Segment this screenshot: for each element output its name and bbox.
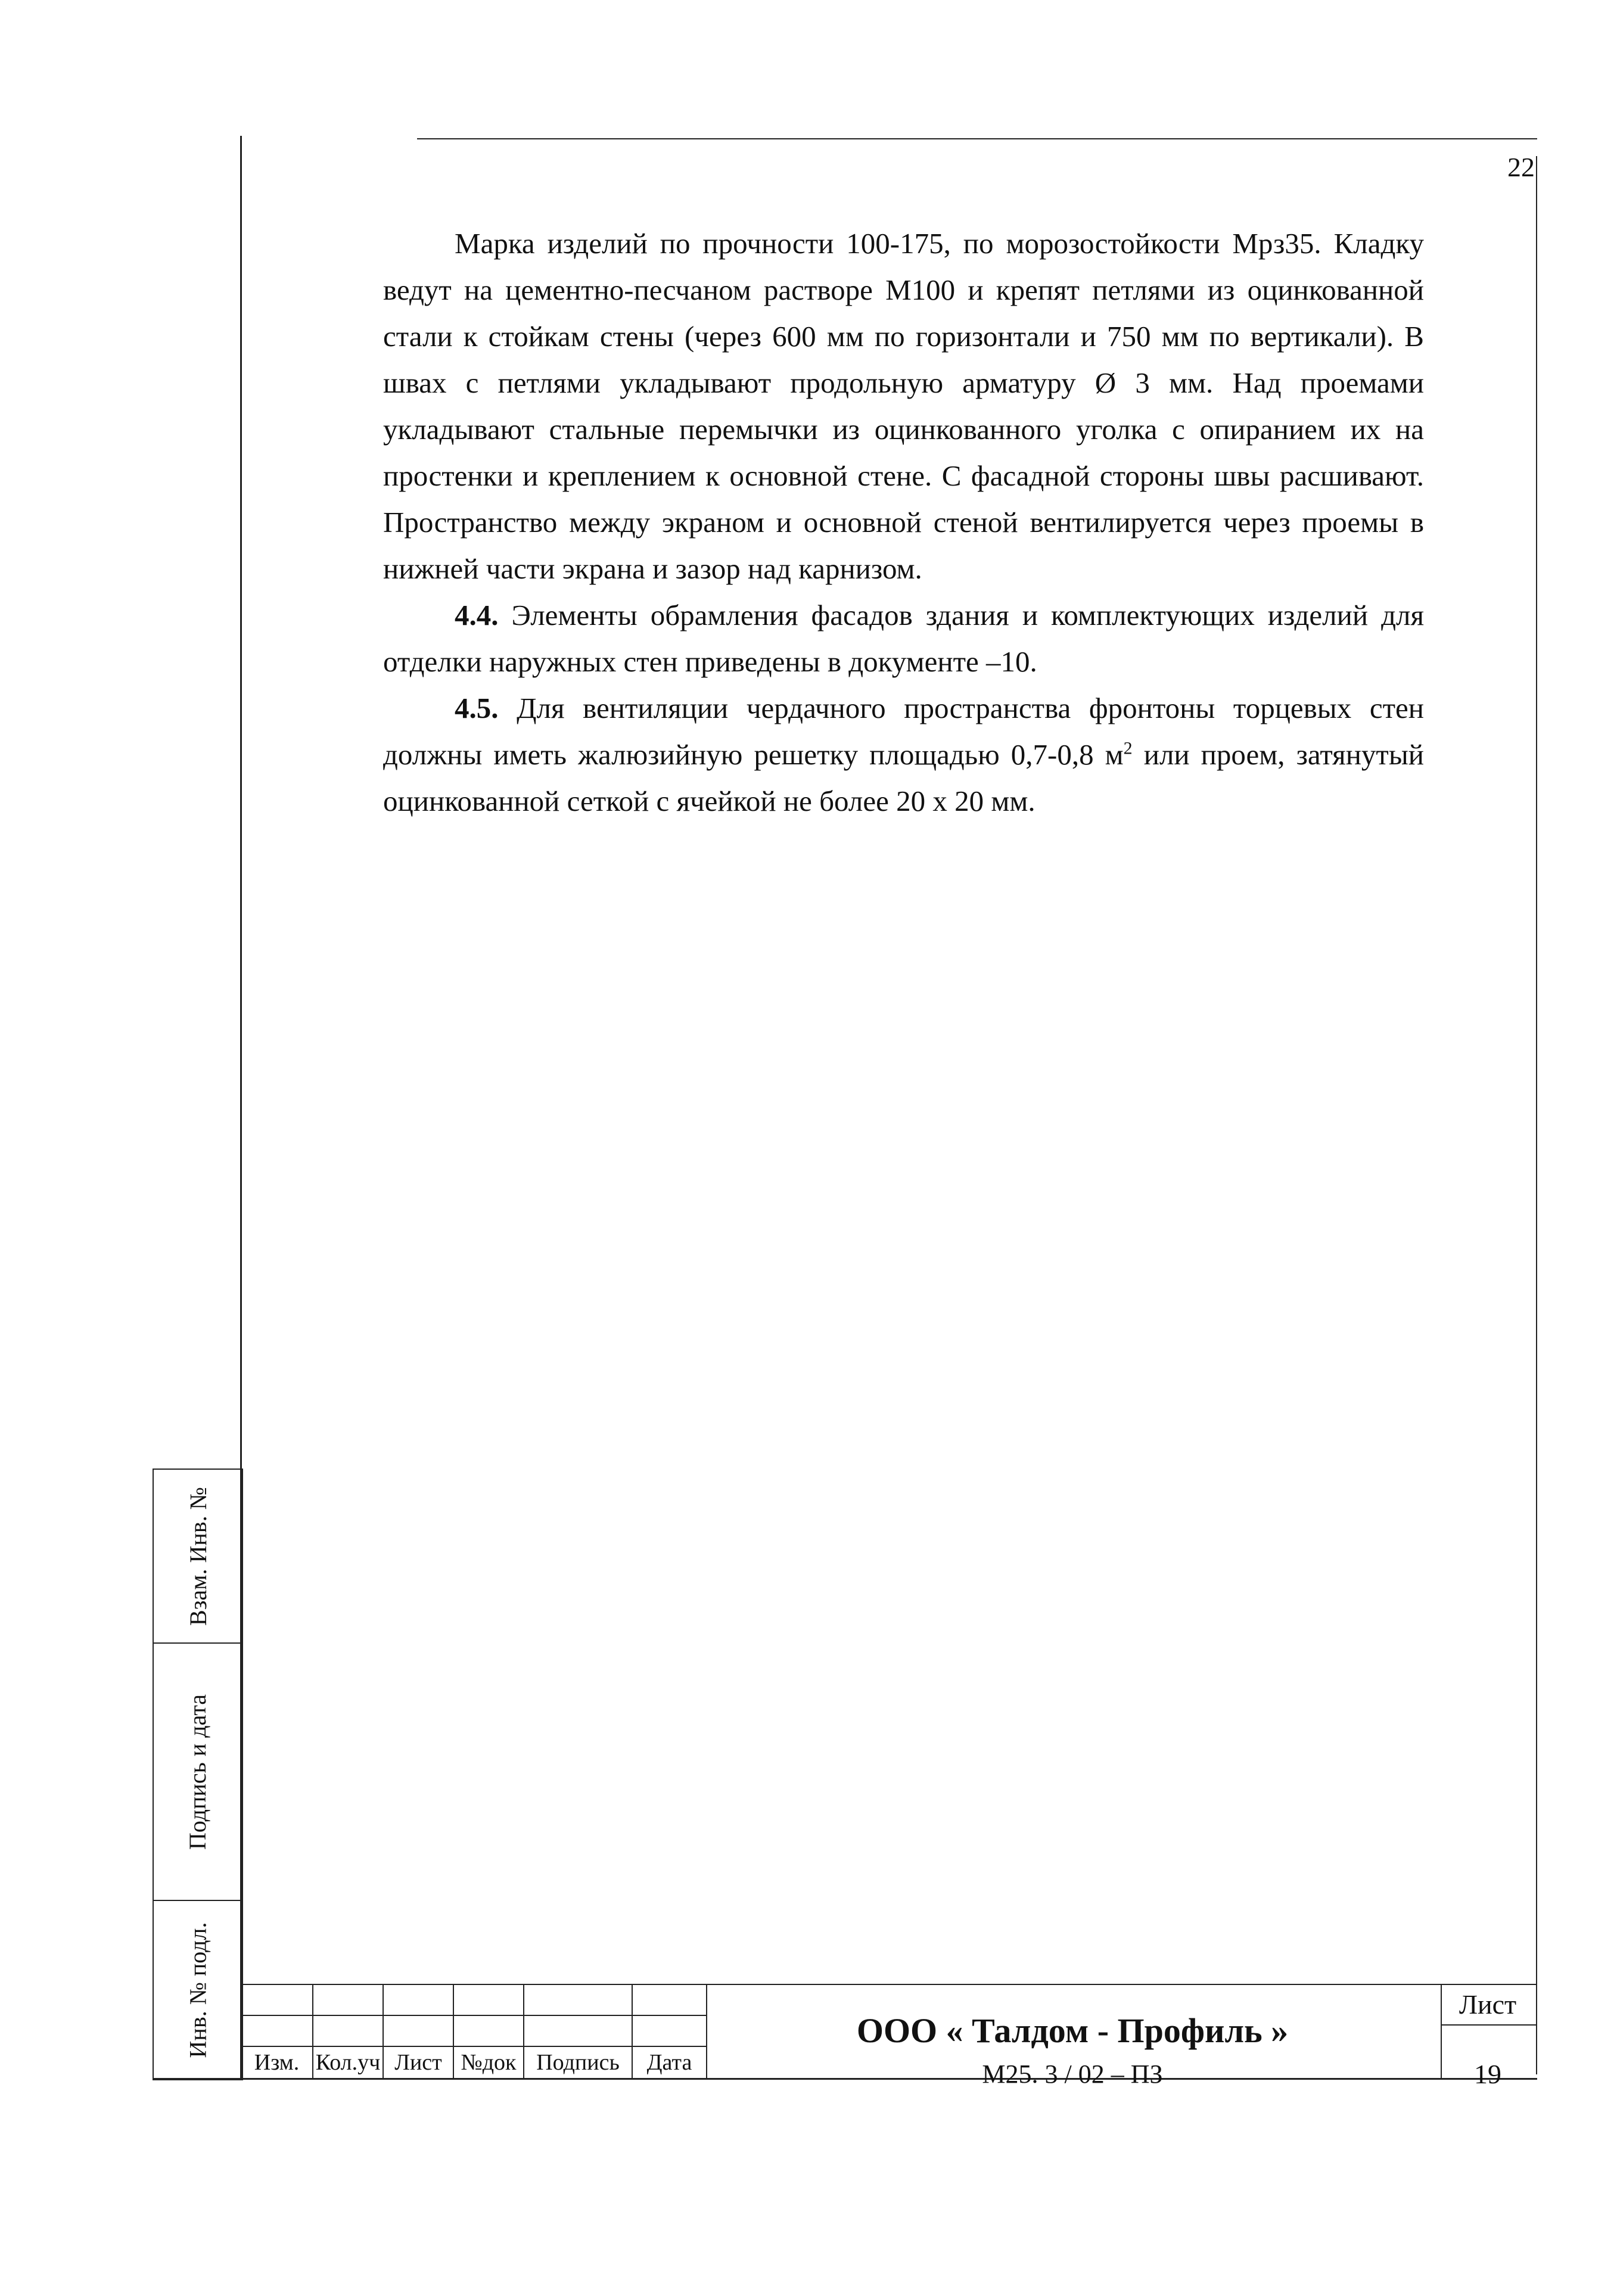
document-code: М25. 3 / 02 – ПЗ [982,2059,1163,2089]
page-number-top: 22 [1507,152,1535,182]
paragraph-4-4 [383,592,1424,685]
title-block-header-date: Дата [646,2050,692,2075]
title-block-sheet-divider [1441,2024,1537,2026]
side-label-original-inventory: Инв. № подл. [184,1922,212,2058]
title-block-header-change: Изм. [254,2050,300,2075]
superscript-2: 2 [1123,738,1133,758]
paragraph-4-5-text: Для вентиляции чердачного пространства фронтоны торцевых стен должны иметь жалюзийную решетку площадью 0,7-0,8 м [383,692,1424,771]
side-cell-replacement-inventory [153,1469,243,1642]
frame-top-border [417,138,1537,139]
paragraph-1 [383,220,1424,592]
paragraph-4-4-text: Элементы обрамления фасадов здания и комплектующих изделий для отделки наружных стен приведены в документе –10. [383,599,1424,678]
side-label-replacement-inventory: Взам. Инв. № [184,1486,212,1626]
frame-right-border [1536,156,1537,2074]
title-block-row-line-1 [240,2015,706,2016]
company-name: ООО « Талдом - Профиль » [856,2011,1289,2050]
paragraph-1-text: Марка изделий по прочности 100-175, по морозостойкости Мрз35. Кладку ведут на цементно-песчаном растворе М100 и крепят петлями из оцинкованной стали к стойкам стены (через 600 мм по горизонтали и 750 мм по вертикали). В швах с петлями укладывают продольную арматуру Ø 3 мм. Над проемами укладывают стальные перемычки из оцинкованного уголка с опиранием их на простенки и креплением к основной стене. С фасадной стороны швы расшивают. Пространство между экраном и основной стеной вентилируется через проемы в нижней части экрана и зазор над карнизом. [383,227,1424,585]
side-cell-signature-date [153,1642,243,1900]
side-label-signature-date: Подпись и дата [184,1694,212,1850]
title-block-top-line [240,1984,1537,1985]
paragraph-4-5-text-end: или проем, затянутый оцинкованной сеткой с ячейкой не более 20 х 20 мм. [383,738,1424,817]
sheet-number: 19 [1474,2059,1501,2089]
title-block-header-signature: Подпись [536,2050,620,2075]
side-cell-original-inventory [153,1900,243,2080]
section-number-4-4: 4.4. [455,599,499,631]
paragraph-4-5 [383,685,1424,825]
body-text [383,220,1424,825]
title-block-header-sheet: Лист [394,2050,442,2075]
title-block-header-count: Кол.уч [315,2050,381,2075]
sheet-label: Лист [1459,1989,1517,2020]
section-number-4-5: 4.5. [455,692,499,724]
title-block-header-doc-number: №док [461,2050,517,2075]
